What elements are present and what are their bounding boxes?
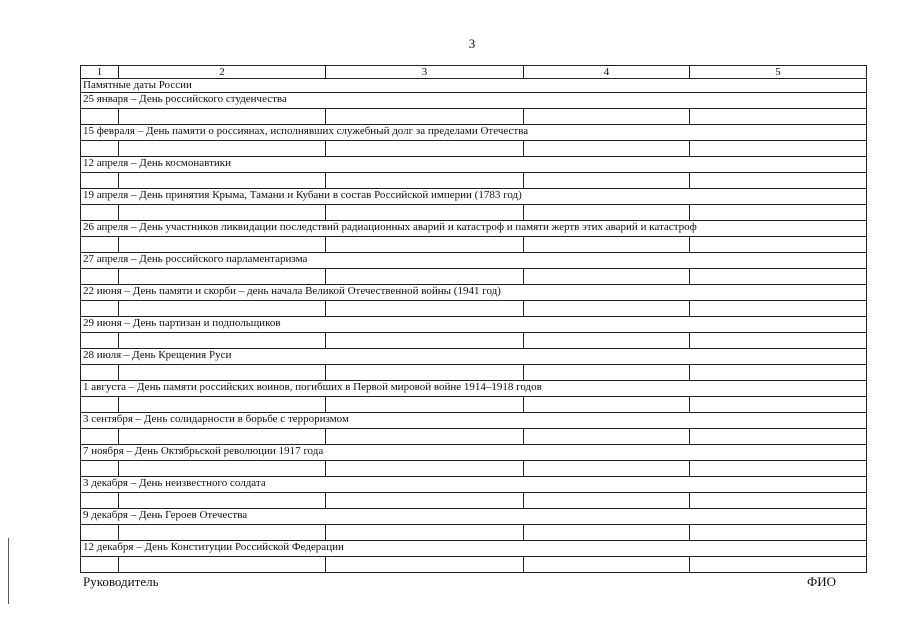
empty-cell [119,205,326,221]
date-row [81,541,867,557]
empty-cell [524,493,690,509]
empty-cell [81,397,119,413]
date-row [81,477,867,493]
empty-data-row [81,333,867,349]
column-number-1: 1 [81,66,119,79]
page-number: 3 [468,36,476,51]
empty-cell [524,109,690,125]
date-row [81,189,867,205]
empty-cell [690,237,867,253]
empty-cell [690,461,867,477]
empty-cell [690,333,867,349]
empty-cell [119,429,326,445]
empty-cell [81,301,119,317]
empty-cell [524,173,690,189]
empty-cell [119,397,326,413]
date-row [81,285,867,301]
empty-cell [81,205,119,221]
date-row [81,125,867,141]
empty-cell [690,109,867,125]
empty-cell [119,173,326,189]
date-row [81,253,867,269]
empty-data-row [81,397,867,413]
empty-cell [326,173,524,189]
empty-cell [81,493,119,509]
date-entry: 27 апреля – День российского парламентаризма [81,253,867,269]
empty-cell [690,429,867,445]
empty-cell [119,237,326,253]
empty-cell [690,557,867,573]
empty-cell [690,269,867,285]
empty-cell [326,461,524,477]
empty-cell [326,397,524,413]
empty-cell [81,461,119,477]
empty-data-row [81,461,867,477]
empty-cell [326,237,524,253]
date-entry: 3 декабря – День неизвестного солдата [81,477,867,493]
empty-cell [690,397,867,413]
empty-cell [119,141,326,157]
date-entry: 22 июня – День памяти и скорби – день начала Великой Отечественной войны (1941 год) [81,285,867,301]
empty-cell [81,525,119,541]
empty-cell [524,269,690,285]
column-number-5: 5 [690,66,867,79]
date-row [81,381,867,397]
empty-data-row [81,493,867,509]
memorable-dates-table [80,65,867,573]
empty-cell [326,109,524,125]
column-number-3: 3 [326,66,524,79]
empty-cell [326,429,524,445]
empty-data-row [81,173,867,189]
empty-cell [524,365,690,381]
date-entry: 29 июня – День партизан и подпольщиков [81,317,867,333]
empty-cell [81,429,119,445]
empty-cell [690,525,867,541]
column-number-2: 2 [119,66,326,79]
empty-cell [326,333,524,349]
date-entry: 7 ноября – День Октябрьской революции 1917 года [81,445,867,461]
empty-cell [690,301,867,317]
empty-cell [81,269,119,285]
empty-cell [326,557,524,573]
empty-cell [119,557,326,573]
empty-cell [119,269,326,285]
table-header-row [81,66,867,79]
date-row [81,157,867,173]
section-title: Памятные даты России [81,79,867,93]
empty-data-row [81,237,867,253]
empty-cell [690,173,867,189]
empty-cell [524,525,690,541]
date-row [81,93,867,109]
empty-cell [119,109,326,125]
empty-data-row [81,109,867,125]
empty-cell [524,397,690,413]
date-entry: 25 января – День российского студенчества [81,93,867,109]
empty-cell [119,525,326,541]
empty-cell [81,141,119,157]
empty-cell [326,365,524,381]
date-entry: 12 декабря – День Конституции Российской Федерации [81,541,867,557]
date-row [81,221,867,237]
date-entry: 28 июля – День Крещения Руси [81,349,867,365]
empty-cell [524,141,690,157]
empty-cell [690,365,867,381]
date-entry: 15 февраля – День памяти о россиянах, исполнявших служебный долг за пределами Отечества [81,125,867,141]
empty-cell [119,461,326,477]
empty-cell [81,365,119,381]
empty-cell [524,301,690,317]
empty-cell [119,333,326,349]
empty-cell [119,493,326,509]
empty-cell [690,141,867,157]
empty-cell [81,557,119,573]
section-title-row [81,79,867,93]
empty-cell [81,109,119,125]
empty-data-row [81,301,867,317]
date-entry: 12 апреля – День космонавтики [81,157,867,173]
column-number-4: 4 [524,66,690,79]
date-row [81,349,867,365]
empty-data-row [81,365,867,381]
date-entry: 19 апреля – День принятия Крыма, Тамани и Кубани в состав Российской империи (1783 год) [81,189,867,205]
empty-cell [326,301,524,317]
date-row [81,317,867,333]
empty-data-row [81,557,867,573]
empty-data-row [81,525,867,541]
empty-cell [81,173,119,189]
empty-cell [326,141,524,157]
empty-data-row [81,141,867,157]
empty-cell [326,493,524,509]
date-row [81,445,867,461]
empty-cell [119,301,326,317]
empty-cell [326,269,524,285]
empty-cell [524,429,690,445]
empty-cell [326,205,524,221]
empty-data-row [81,269,867,285]
signature-role-label: Руководитель [83,574,159,589]
empty-cell [119,365,326,381]
date-row [81,413,867,429]
empty-cell [524,557,690,573]
signature-name-label: ФИО [807,574,837,589]
empty-cell [524,333,690,349]
empty-cell [81,333,119,349]
date-entry: 1 августа – День памяти российских воинов, погибших в Первой мировой войне 1914–1918 годов [81,381,867,397]
empty-cell [326,525,524,541]
empty-data-row [81,429,867,445]
empty-cell [690,205,867,221]
scan-edge-mark [8,538,9,604]
empty-data-row [81,205,867,221]
date-entry: 9 декабря – День Героев Отечества [81,509,867,525]
empty-cell [524,205,690,221]
date-row [81,509,867,525]
empty-cell [524,237,690,253]
empty-cell [524,461,690,477]
date-entry: 26 апреля – День участников ликвидации последствий радиационных аварий и катастроф и памяти жертв этих аварий и катастроф [81,221,867,237]
empty-cell [690,493,867,509]
date-entry: 3 сентября – День солидарности в борьбе с терроризмом [81,413,867,429]
empty-cell [81,237,119,253]
